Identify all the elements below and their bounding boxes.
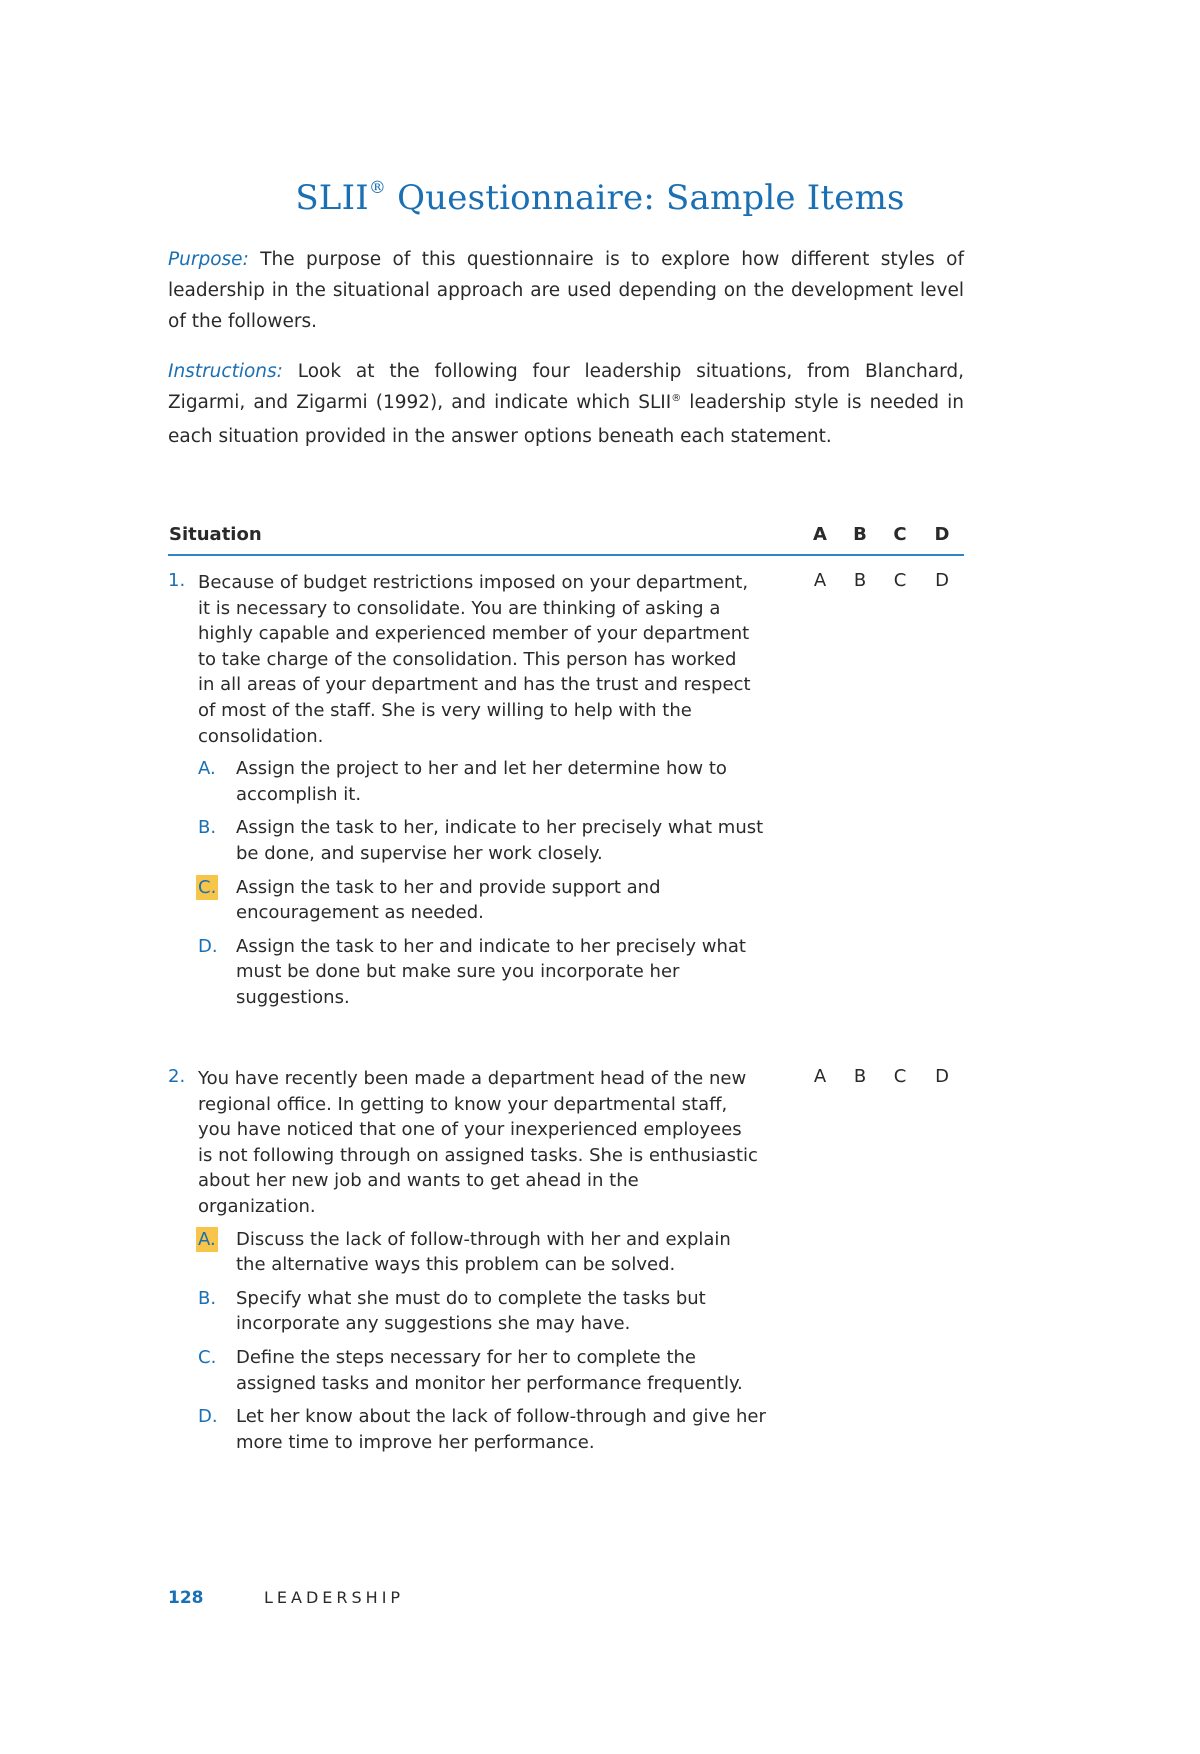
option-letter-highlighted: A.: [196, 1227, 218, 1253]
answer-choice-d[interactable]: D: [935, 1066, 949, 1087]
option-letter: B.: [198, 1287, 217, 1309]
instructions-paragraph: [168, 356, 964, 452]
option-letter: D.: [198, 1406, 218, 1428]
option-letter-highlighted: C.: [196, 875, 218, 901]
option-a: [198, 1227, 766, 1278]
option-text: Specify what she must do to complete the tasks but incorporate any suggestions she may have.: [236, 1287, 706, 1335]
header-col-d: D: [934, 524, 950, 545]
running-head: LEADERSHIP: [264, 1588, 405, 1607]
option-c: [198, 875, 766, 926]
option-letter: B.: [198, 817, 217, 839]
option-d: [198, 934, 766, 1011]
option-letter: A.: [198, 758, 216, 780]
option-b: [198, 1286, 766, 1337]
option-c: [198, 1345, 766, 1396]
purpose-paragraph: [168, 244, 964, 337]
answer-choice-b[interactable]: B: [853, 570, 867, 591]
option-list: [198, 756, 798, 1010]
answer-choice-b[interactable]: B: [853, 1066, 867, 1087]
option-list: [198, 1227, 798, 1456]
table-header: [168, 524, 964, 556]
answer-choice-a[interactable]: A: [813, 570, 827, 591]
title-rest: Questionnaire: Sample Items: [386, 178, 905, 218]
purpose-text: The purpose of this questionnaire is to explore how different styles of leadership in the situational approach are used depending on the development level of the followers.: [168, 249, 964, 332]
option-text: Assign the project to her and let her determine how to accomplish it.: [236, 758, 727, 805]
option-text: Assign the task to her and provide support and encouragement as needed.: [236, 876, 661, 924]
option-text: Assign the task to her, indicate to her precisely what must be done, and supervise her work closely.: [236, 817, 764, 864]
instructions-label: Instructions:: [168, 361, 283, 382]
answer-choice-d[interactable]: D: [935, 570, 949, 591]
answer-choice-a[interactable]: A: [813, 1066, 827, 1087]
header-situation: Situation: [169, 524, 262, 545]
option-text: Define the steps necessary for her to complete the assigned tasks and monitor her performance frequently.: [236, 1346, 743, 1394]
option-letter: D.: [198, 935, 218, 957]
purpose-label: Purpose:: [168, 249, 249, 270]
situation-text: Because of budget restrictions imposed on your department, it is necessary to consolidate. You are thinking of asking a highly capable and experienced member of your department to take charge of the consolidation. This person has worked in all areas of your department and has the trust and respect of most of the staff. She is very willing to help with the consolidation.: [198, 572, 751, 747]
registered-mark: ®: [368, 177, 387, 198]
instructions-text-before: Look at the following four leadership situations, from Blanchard, Zigarmi, and Zigarmi (1992), and indicate which SLII: [168, 361, 964, 413]
situation-number: 1.: [168, 570, 186, 591]
header-col-a: A: [813, 524, 827, 545]
option-text: Assign the task to her and indicate to her precisely what must be done but make sure you incorporate her suggestions.: [236, 935, 746, 1008]
answer-choice-c[interactable]: C: [893, 570, 907, 591]
title-main: SLII: [295, 178, 369, 218]
situation-text: You have recently been made a department head of the new regional office. In getting to know your departmental staff, you have noticed that one of your inexperienced employees is not following through on assigned tasks. She is enthusiastic about her new job and wants to get ahead in the organization.: [198, 1068, 758, 1217]
option-b: [198, 815, 766, 866]
instructions-text-after: leadership style is needed in each situation provided in the answer options beneath each statement.: [168, 392, 965, 447]
option-text: Let her know about the lack of follow-through and give her more time to improve her performance.: [236, 1406, 766, 1453]
option-d: [198, 1404, 766, 1455]
option-a: [198, 756, 766, 807]
header-col-c: C: [893, 524, 907, 545]
answer-choice-c[interactable]: C: [893, 1066, 907, 1087]
situation-1: [168, 570, 798, 1019]
option-text: Discuss the lack of follow-through with her and explain the alternative ways this problem can be solved.: [236, 1228, 731, 1276]
page-number: 128: [168, 1588, 204, 1608]
option-letter: C.: [198, 1346, 217, 1368]
page-title: [0, 178, 1200, 218]
situation-2: [168, 1066, 798, 1463]
header-col-b: B: [853, 524, 867, 545]
situation-number: 2.: [168, 1066, 186, 1087]
instructions-registered-mark: ®: [671, 393, 682, 404]
